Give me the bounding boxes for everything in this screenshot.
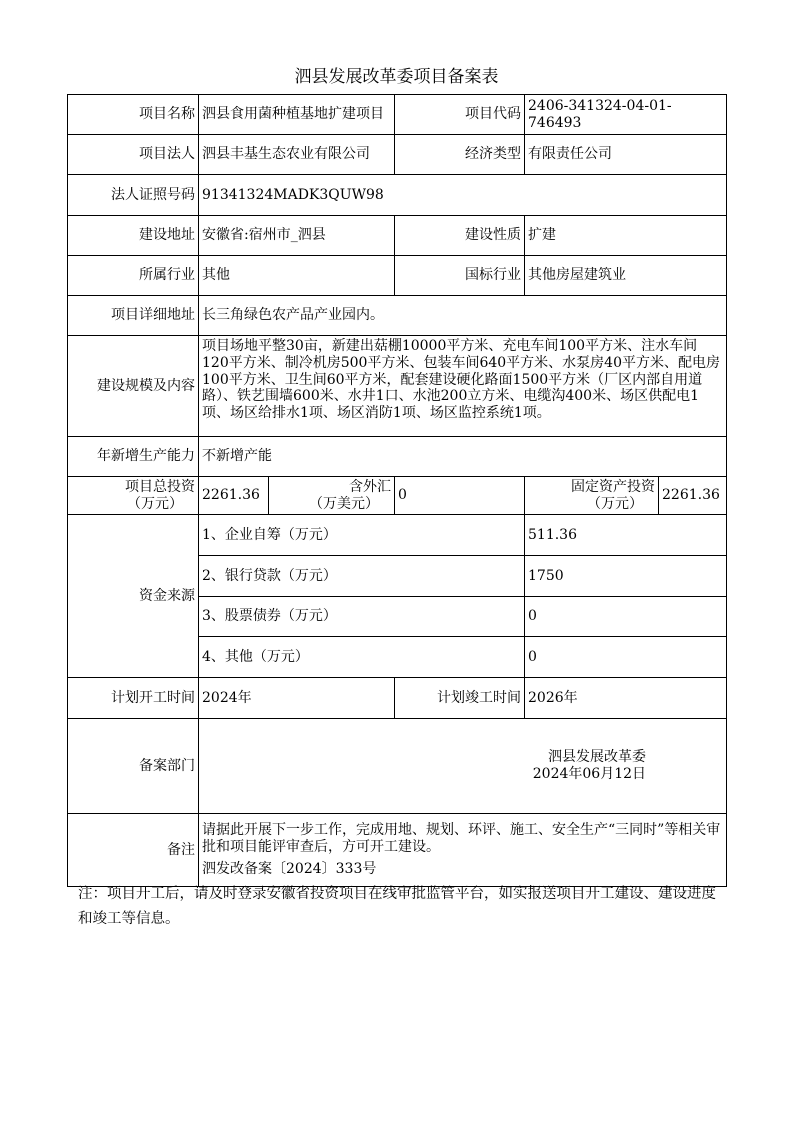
funding-item-label: 4、其他（万元） [199,637,525,678]
location-value: 安徽省:宿州市_泗县 [199,216,395,256]
funding-item-label: 3、股票债券（万元） [199,597,525,637]
row-location [68,216,727,256]
legal-person-value: 泗县丰基生态农业有限公司 [199,135,395,175]
form-title: 泗县发展改革委项目备案表 [294,67,499,87]
row-funding-1 [68,515,727,556]
total-investment-value: 2261.36 [199,477,269,515]
legal-person-label: 项目法人 [68,135,199,175]
row-investment [68,477,727,515]
total-investment-label-text: 项目总投资 [125,478,195,495]
row-scale [68,336,727,437]
scale-label: 建设规模及内容 [68,336,199,437]
project-code-label: 项目代码 [395,95,525,135]
capacity-label: 年新增生产能力 [68,437,199,477]
industry-value: 其他 [199,256,395,296]
license-label: 法人证照号码 [68,175,199,216]
foreign-exchange-label [269,477,395,515]
nature-label: 建设性质 [395,216,525,256]
project-name-value: 泗县食用菌种植基地扩建项目 [199,95,395,135]
funding-label: 资金来源 [68,515,199,678]
scale-value: 项目场地平整30亩，新建出菇棚10000平方米、充电车间100平方米、注水车间120平方米、制冷机房500平方米、包装车间640平方米、水泵房40平方米、配电房100平方米、卫生间60平方米，配套建设硬化路面1500平方米（厂区内部自用道路）、铁艺围墙600米、水井1口、水池200立方米、电缆沟400米、场区供配电1项、场区给排水1项、场区消防1项、场区监控系统1项。 [199,336,727,437]
record-dept-date: 2024年06月12日 [532,766,647,782]
location-label: 建设地址 [68,216,199,256]
detail-address-label: 项目详细地址 [68,296,199,336]
end-time-value: 2026年 [525,678,727,719]
project-name-label: 项目名称 [68,95,199,135]
remark-label: 备注 [68,814,199,887]
end-time-label: 计划竣工时间 [395,678,525,719]
record-form-table [67,94,727,887]
funding-item-value: 0 [525,597,727,637]
economy-type-label: 经济类型 [395,135,525,175]
remark-text: 请据此开展下一步工作，完成用地、规划、环评、施工、安全生产“三同时”等相关审批和项目能评审查后，方可开工建设。 [202,821,721,855]
row-project-name [68,95,727,135]
row-record-dept [68,719,727,814]
foreign-exchange-value: 0 [395,477,525,515]
nature-value: 扩建 [525,216,727,256]
national-industry-label: 国标行业 [395,256,525,296]
record-dept-block [199,719,727,814]
project-code-value: 2406-341324-04-01-746493 [525,95,727,135]
row-legal-person [68,135,727,175]
total-investment-label [68,477,199,515]
national-industry-value: 其他房屋建筑业 [525,256,727,296]
row-capacity [68,437,727,477]
record-dept-name: 泗县发展改革委 [548,749,647,766]
funding-item-value: 511.36 [525,515,727,556]
fixed-investment-unit: （万元） [587,495,643,512]
start-time-value: 2024年 [199,678,395,719]
industry-label: 所属行业 [68,256,199,296]
funding-item-label: 1、企业自筹（万元） [199,515,525,556]
remark-number: 泗发改备案〔2024〕333号 [202,861,377,878]
record-dept-label: 备案部门 [68,719,199,814]
fixed-investment-value: 2261.36 [659,477,727,515]
total-investment-unit: （万元） [127,495,183,512]
row-detail-address [68,296,727,336]
fixed-investment-label-text: 固定资产投资 [571,478,655,495]
start-time-label: 计划开工时间 [68,678,199,719]
footnote: 注：项目开工后，请及时登录安徽省投资项目在线审批监管平台，如实报送项目开工建设、建设进度和竣工等信息。 [78,886,716,928]
capacity-value: 不新增产能 [199,437,727,477]
row-remark [68,814,727,887]
license-value: 91341324MADK3QUW98 [199,175,727,216]
row-schedule [68,678,727,719]
detail-address-value: 长三角绿色农产品产业园内。 [199,296,727,336]
remark-block [199,814,727,887]
foreign-exchange-label-text: 含外汇 [349,478,391,495]
row-license [68,175,727,216]
funding-item-value: 0 [525,637,727,678]
fixed-investment-label [525,477,659,515]
row-industry [68,256,727,296]
funding-item-label: 2、银行贷款（万元） [199,556,525,597]
funding-item-value: 1750 [525,556,727,597]
foreign-exchange-unit: （万美元） [309,495,379,512]
economy-type-value: 有限责任公司 [525,135,727,175]
